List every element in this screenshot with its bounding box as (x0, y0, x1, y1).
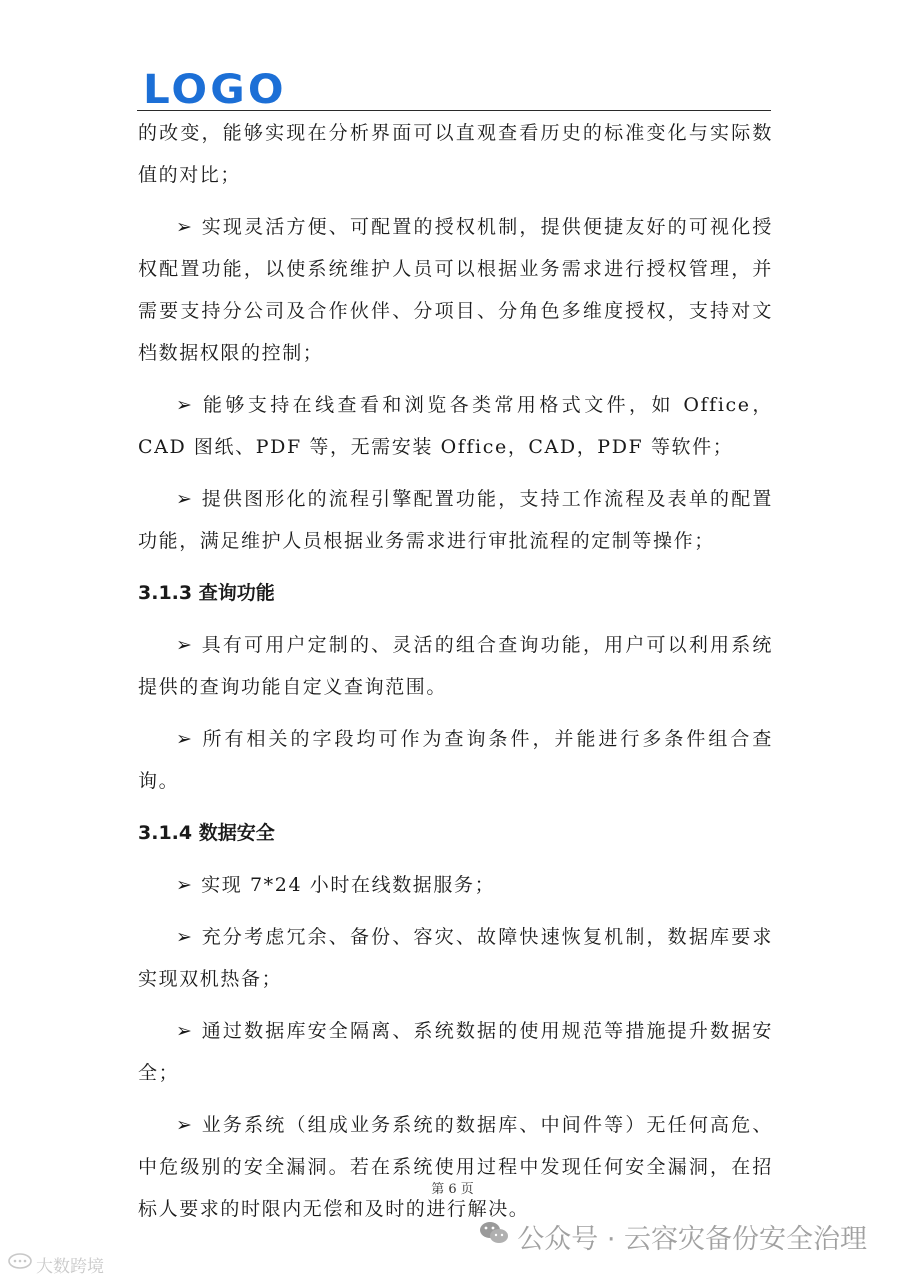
bullet-paragraph: ➢ 业务系统（组成业务系统的数据库、中间件等）无任何高危、中危级别的安全漏洞。若在系统使用过程中发现任何安全漏洞，在招标人要求的时限内无偿和及时的进行解决。 (138, 1114, 773, 1220)
bullet-paragraph: ➢ 具有可用户定制的、灵活的组合查询功能，用户可以利用系统提供的查询功能自定义查询范围。 (138, 634, 773, 698)
bullet-paragraph: ➢ 实现灵活方便、可配置的授权机制，提供便捷友好的可视化授权配置功能，以使系统维护人员可以根据业务需求进行授权管理，并需要支持分公司及合作伙伴、分项目、分角色多维度授权，支持对文档数据权限的控制； (138, 216, 773, 364)
page-number: 第 6 页 (431, 1182, 474, 1197)
watermark-text: 公众号 · 云容灾备份安全治理 (517, 1224, 867, 1255)
bullet-paragraph: ➢ 通过数据库安全隔离、系统数据的使用规范等措施提升数据安全； (138, 1020, 773, 1084)
bullet-paragraph: ➢ 提供图形化的流程引擎配置功能，支持工作流程及表单的配置功能，满足维护人员根据业务需求进行审批流程的定制等操作； (138, 488, 773, 552)
header-divider (137, 110, 771, 111)
bullet-paragraph: ➢ 所有相关的字段均可作为查询条件，并能进行多条件组合查询。 (138, 728, 773, 792)
chat-bubble-icon (8, 1253, 32, 1276)
section-heading: 3.1.3 查询功能 (138, 582, 275, 604)
bullet-paragraph: ➢ 实现 7*24 小时在线数据服务； (176, 874, 496, 896)
watermark-source (8, 1252, 104, 1277)
paragraph: 的改变，能够实现在分析界面可以直观查看历史的标准变化与实际数值的对比； (138, 122, 773, 186)
wechat-icon (479, 1220, 509, 1253)
logo: LOGO (143, 67, 287, 113)
watermark-wechat (479, 1217, 867, 1256)
bullet-paragraph: ➢ 充分考虑冗余、备份、容灾、故障快速恢复机制，数据库要求实现双机热备； (138, 926, 773, 990)
bullet-paragraph: ➢ 能够支持在线查看和浏览各类常用格式文件，如 Office，CAD 图纸、PDF 等，无需安装 Office，CAD，PDF 等软件； (138, 394, 773, 458)
section-heading: 3.1.4 数据安全 (138, 822, 275, 844)
document-body (138, 112, 773, 1230)
watermark-source-text: 大数跨境 (36, 1257, 104, 1277)
